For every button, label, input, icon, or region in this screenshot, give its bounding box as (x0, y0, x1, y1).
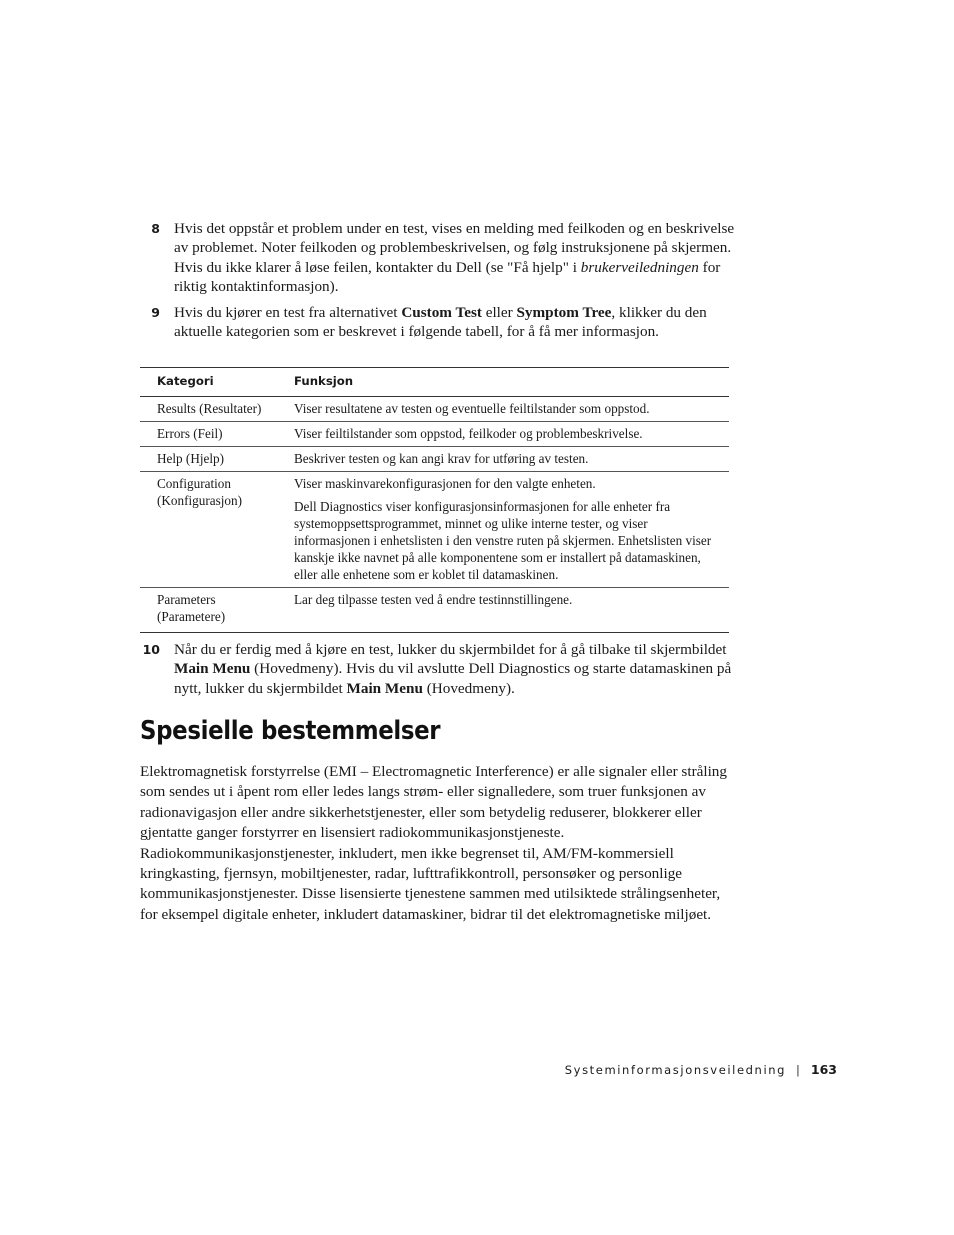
step-number: 10 (142, 642, 160, 657)
emphasis-bold: Main Menu (346, 679, 423, 697)
function-cell (278, 447, 729, 472)
page-footer (520, 1062, 837, 1077)
step-number: 9 (151, 305, 160, 320)
text-run: eller (481, 304, 517, 321)
step-number: 8 (151, 221, 160, 236)
footer-title: Systeminformasjonsveiledning (564, 1063, 787, 1077)
table-row (140, 472, 729, 588)
function-text: Dell Diagnostics viser konfigurasjonsinformasjonen for alle enheter fra systemoppsettsprogrammet, minnet og ulike interne tester, og viser informasjonen i enhetslisten i den venstre ruten på skjermen. Enhetslisten viser kanskje ikke navnet på alle komponentene som er installert på datamaskinen, eller alle enhetene som er koblet til datamaskinen. (294, 499, 712, 582)
step-text (174, 640, 740, 698)
section-paragraph: Elektromagnetisk forstyrrelse (EMI – Electromagnetic Interference) er alle signaler eller stråling som sendes ut i åpent rom eller ledes langs strøm- eller signalledere, som truer funksjonen av radionavigasjon eller andre sikkerhetstjenester, eller som betydelig reduserer, blokkerer eller gjentatte ganger forstyrrer en lisensiert radiokommunikasjonstjeneste. Radiokommunikasjonstjenester, inkludert, men ikke begrenset til, AM/FM-kommersiell kringkasting, fjernsyn, mobiltjenester, radar, lufttrafikkontroll, personsøker og personlige kommunikasjonstjenester. Disse lisensierte tjenestene sammen med utilsiktede strålingsenheter, for eksempel digitale enheter, inkludert datamaskiner, bidrar til det elektromagnetiske miljøet. (140, 763, 727, 923)
category-cell: Errors (Feil) (140, 422, 278, 447)
function-text: Beskriver testen og kan angi krav for utføring av testen. (294, 451, 589, 466)
function-text: Lar deg tilpasse testen ved å endre testinnstillingene. (294, 592, 573, 607)
emphasis-italic: brukerveiledningen (580, 258, 699, 276)
category-cell: Help (Hjelp) (140, 447, 278, 472)
function-cell (278, 472, 729, 588)
function-cell (278, 397, 729, 422)
step-10 (140, 640, 740, 698)
table-header-row (140, 368, 729, 397)
text-run: for riktig kontaktinformasjon). (174, 258, 721, 295)
table-row (140, 447, 729, 472)
table-row (140, 422, 729, 447)
function-text: Viser maskinvarekonfigurasjonen for den valgte enheten. (294, 476, 596, 491)
table-row (140, 588, 729, 633)
step-9 (140, 303, 740, 342)
text-run: , klikker du den aktuelle kategorien som er beskrevet i følgende tabell, for å få mer informasjon. (174, 304, 707, 341)
text-run: Hvis du kjører en test fra alternativet (174, 304, 402, 321)
step-8 (140, 219, 740, 296)
category-cell: Results (Resultater) (140, 397, 278, 422)
page-number: 163 (810, 1062, 837, 1077)
emphasis-bold: Symptom Tree (516, 304, 612, 321)
text-run: (Hovedmeny). Hvis du vil avslutte Dell Diagnostics og starte datamaskinen på nytt, lukker du skjermbildet (174, 660, 732, 697)
column-header-function: Funksjon (278, 368, 729, 397)
text-run: (Hovedmeny). (422, 679, 515, 697)
emphasis-bold: Main Menu (174, 660, 251, 678)
table-row (140, 397, 729, 422)
section-heading: Spesielle bestemmelser (140, 716, 441, 746)
emphasis-bold: Custom Test (401, 304, 482, 321)
footer-separator: | (796, 1063, 800, 1077)
category-cell: Configuration (Konfigurasjon) (140, 472, 278, 588)
function-text: Viser feiltilstander som oppstod, feilkoder og problembeskrivelse. (294, 426, 643, 441)
text-run: Hvis det oppstår et problem under en test, vises en melding med feilkoden og en beskrivelse av problemet. Noter feilkoden og problembeskrivelsen, og følg instruksjonene på skjermen. Hvis du ikke klarer å løse feilen, kontakter du Dell (se "Få hjelp" i (174, 220, 735, 276)
text-run: Når du er ferdig med å kjøre en test, lukker du skjermbildet for å gå tilbake til skjermbildet (174, 641, 727, 658)
step-text (174, 219, 740, 296)
category-cell: Parameters (Parametere) (140, 588, 278, 633)
function-cell (278, 422, 729, 447)
function-text: Viser resultatene av testen og eventuelle feiltilstander som oppstod. (294, 401, 650, 416)
function-cell (278, 588, 729, 633)
category-function-table (140, 367, 729, 633)
step-text (174, 303, 740, 342)
column-header-category: Kategori (140, 368, 278, 397)
